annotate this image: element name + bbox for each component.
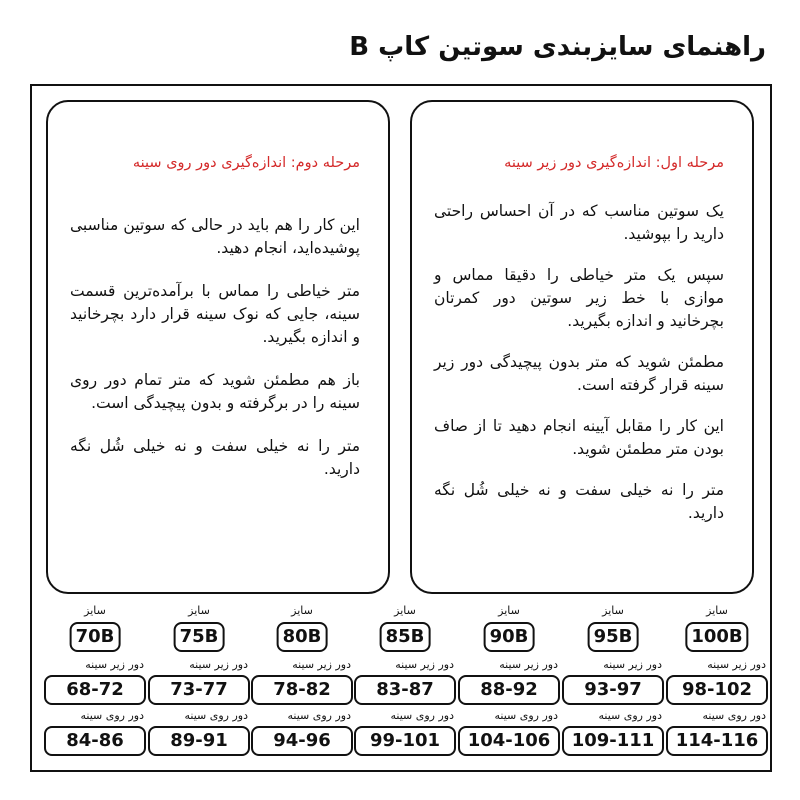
size-column-85b [354,602,456,762]
overbust-value: 89-91 [148,726,250,756]
overbust-value: 99-101 [354,726,456,756]
underbust-value: 78-82 [251,675,353,705]
step-one-paragraph: متر را نه خیلی سفت و نه خیلی شُل نگه دارید. [434,481,724,522]
step-two-paragraph: این کار را هم باید در حالی که سوتین مناسبی پوشیده‌اید، انجام دهید. [70,216,360,257]
step-one-heading: مرحله اول: اندازه‌گیری دور زیر سینه [504,155,724,171]
underbust-label: دور زیر سینه [85,658,144,671]
underbust-label: دور زیر سینه [395,658,454,671]
underbust-label: دور زیر سینه [292,658,351,671]
size-column-75b [148,602,250,762]
overbust-value: 109-111 [562,726,664,756]
size-label: سایز [394,604,416,617]
step-one-paragraph: سپس یک متر خیاطی را دقیقا مماس و موازی با خط زیر سوتین دور کمرتان بچرخانید و اندازه بگیرید. [434,266,724,330]
size-badge: 75B [174,622,225,652]
overbust-label: دور روی سینه [702,709,766,722]
size-badge: 80B [277,622,328,652]
overbust-label: دور روی سینه [184,709,248,722]
size-label: سایز [602,604,624,617]
step-one-panel [410,100,754,594]
size-badge: 95B [588,622,639,652]
overbust-value: 114-116 [666,726,768,756]
size-column-100b [666,602,768,762]
size-badge: 90B [484,622,535,652]
underbust-value: 93-97 [562,675,664,705]
size-badge: 70B [70,622,121,652]
size-label: سایز [188,604,210,617]
underbust-label: دور زیر سینه [707,658,766,671]
overbust-label: دور روی سینه [390,709,454,722]
size-column-80b [251,602,353,762]
overbust-label: دور روی سینه [80,709,144,722]
underbust-value: 98-102 [666,675,768,705]
size-label: سایز [498,604,520,617]
size-badge: 100B [685,622,748,652]
overbust-value: 94-96 [251,726,353,756]
step-two-panel [46,100,390,594]
step-one-paragraph: این کار را مقابل آیینه انجام دهید تا از صاف بودن متر مطمئن شوید. [434,417,724,458]
step-two-paragraph: متر را نه خیلی سفت و نه خیلی شُل نگه دارید. [70,437,360,478]
overbust-label: دور روی سینه [598,709,662,722]
overbust-value: 104-106 [458,726,560,756]
size-badge: 85B [380,622,431,652]
size-label: سایز [84,604,106,617]
size-column-70b [44,602,146,762]
step-two-paragraph: متر خیاطی را مماس با برآمده‌ترین قسمت سینه، جایی که نوک سینه قرار دارد بچرخانید و اندازه بگیرید. [70,282,360,346]
size-column-90b [458,602,560,762]
size-column-95b [562,602,664,762]
underbust-value: 68-72 [44,675,146,705]
underbust-label: دور زیر سینه [189,658,248,671]
overbust-label: دور روی سینه [287,709,351,722]
page-title: راهنمای سایزبندی سوتین کاپ B [349,32,766,62]
underbust-label: دور زیر سینه [499,658,558,671]
overbust-label: دور روی سینه [494,709,558,722]
step-two-paragraph: باز هم مطمئن شوید که متر تمام دور روی سینه را در برگرفته و بدون پیچیدگی است. [70,371,360,412]
step-two-heading: مرحله دوم: اندازه‌گیری دور روی سینه [132,155,360,171]
size-label: سایز [706,604,728,617]
underbust-label: دور زیر سینه [603,658,662,671]
overbust-value: 84-86 [44,726,146,756]
size-label: سایز [291,604,313,617]
underbust-value: 88-92 [458,675,560,705]
step-one-paragraph: مطمئن شوید که متر بدون پیچیدگی دور زیر سینه قرار گرفته است. [434,353,724,394]
underbust-value: 83-87 [354,675,456,705]
step-one-paragraph: یک سوتین مناسب که در آن احساس راحتی دارید را بپوشید. [434,202,724,243]
underbust-value: 73-77 [148,675,250,705]
